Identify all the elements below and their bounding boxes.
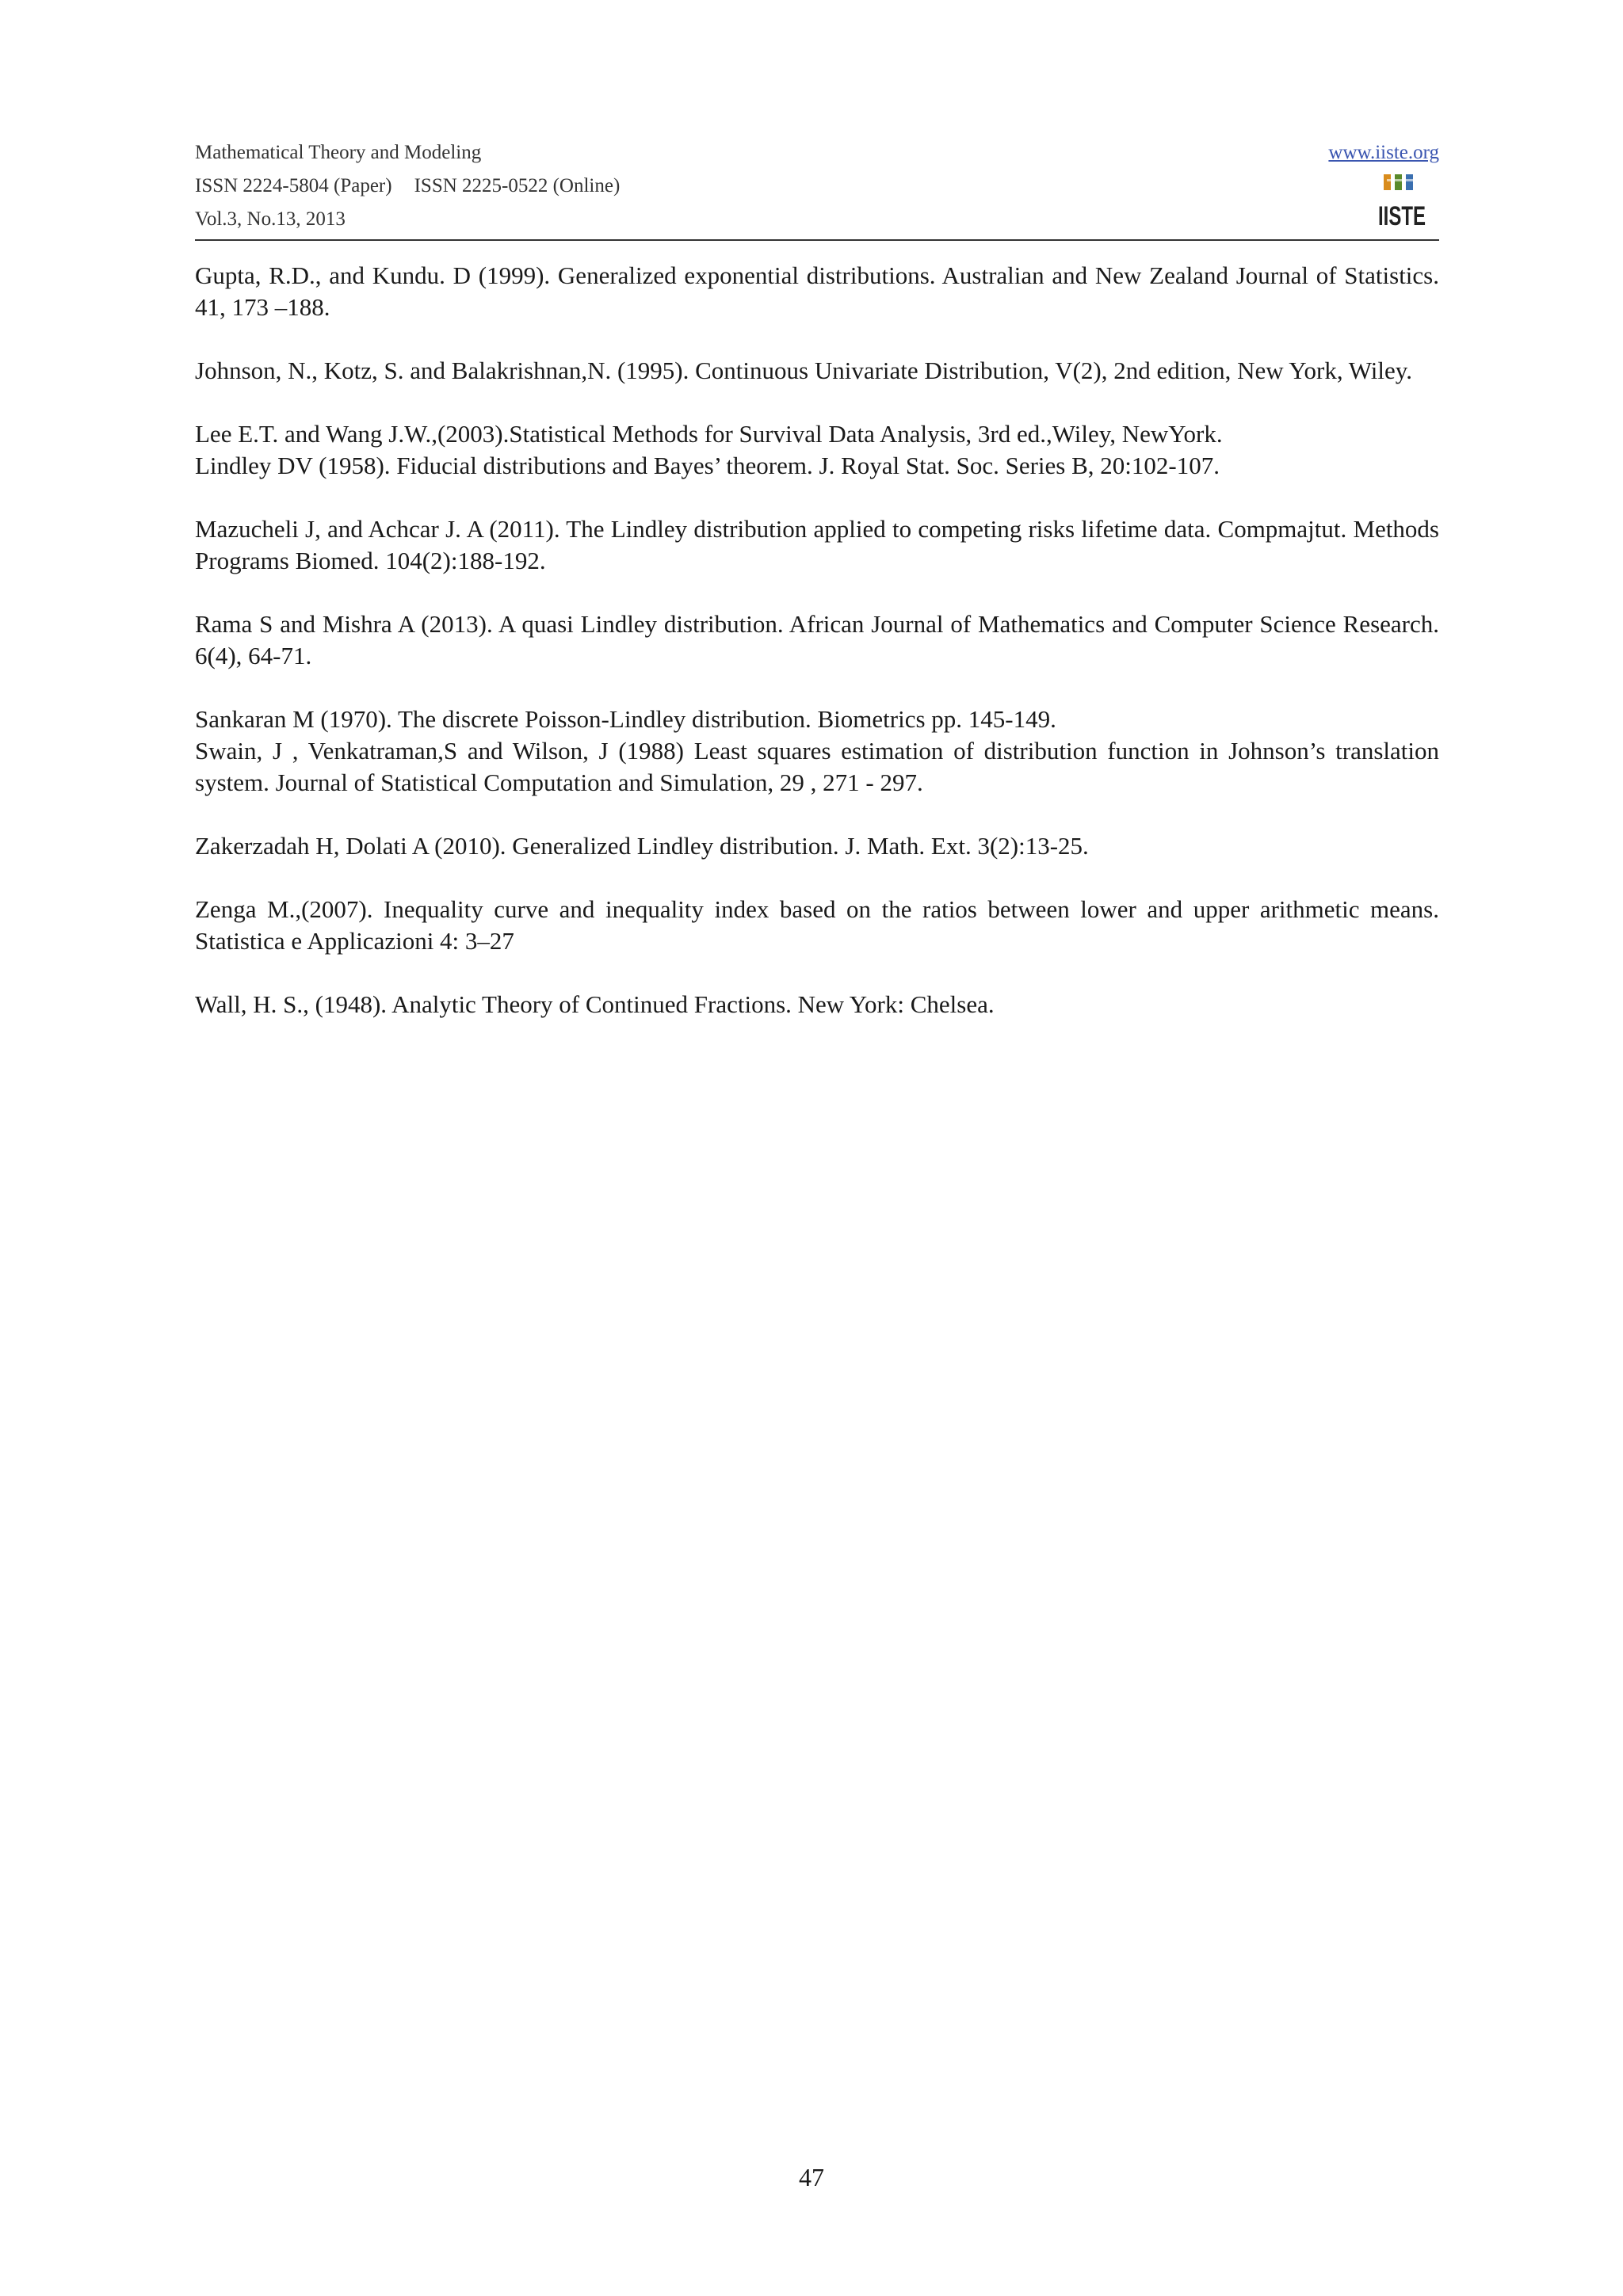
reference-item: Zakerzadah H, Dolati A (2010). Generalized Lindley distribution. J. Math. Ext. 3(2):13-25. — [195, 832, 1089, 860]
svg-text:IISTE: IISTE — [1378, 201, 1426, 231]
page-number: 47 — [799, 2163, 824, 2191]
issn-paper: ISSN 2224-5804 (Paper) — [195, 175, 392, 196]
reference-item: Lindley DV (1958). Fiducial distributions and Bayes’ theorem. J. Royal Stat. Soc. Series B, 20:102-107. — [195, 452, 1220, 479]
header-divider — [195, 239, 1439, 241]
reference-item: Sankaran M (1970). The discrete Poisson-Lindley distribution. Biometrics pp. 145-149. — [195, 705, 1056, 733]
reference-item: Lee E.T. and Wang J.W.,(2003).Statistical Methods for Survival Data Analysis, 3rd ed.,Wiley, NewYork. — [195, 420, 1223, 448]
volume-info: Vol.3, No.13, 2013 — [195, 208, 346, 230]
iiste-logo-icon — [1376, 173, 1428, 231]
reference-list — [195, 260, 1439, 1020]
reference-item: Rama S and Mishra A (2013). A quasi Lindley distribution. African Journal of Mathematics and Computer Science Research. 6(4), 64-71. — [195, 610, 1439, 669]
page-header — [195, 136, 1439, 239]
reference-item: Johnson, N., Kotz, S. and Balakrishnan,N. (1995). Continuous Univariate Distribution, V(2), 2nd edition, New York, Wiley. — [195, 357, 1412, 384]
issn-line — [195, 170, 1439, 203]
reference-item: Zenga M.,(2007). Inequality curve and inequality index based on the ratios between lower and upper arithmetic means. Statistica e Applicazioni 4: 3–27 — [195, 895, 1439, 955]
website-link[interactable]: www.iiste.org — [1328, 142, 1439, 163]
reference-item: Swain, J , Venkatraman,S and Wilson, J (1988) Least squares estimation of distribution function in Johnson’s translation system. Journal of Statistical Computation and Simulation, 29 , 271 - 297. — [195, 737, 1439, 796]
reference-item: Gupta, R.D., and Kundu. D (1999). Generalized exponential distributions. Australian and New Zealand Journal of Statistics. 41, 173 –188. — [195, 261, 1439, 321]
journal-title: Mathematical Theory and Modeling — [195, 142, 482, 163]
reference-item: Wall, H. S., (1948). Analytic Theory of Continued Fractions. New York: Chelsea. — [195, 990, 995, 1018]
reference-item: Mazucheli J, and Achcar J. A (2011). The Lindley distribution applied to competing risks lifetime data. Compmajtut. Methods Programs Biomed. 104(2):188-192. — [195, 515, 1439, 574]
issn-online: ISSN 2225-0522 (Online) — [414, 175, 621, 196]
